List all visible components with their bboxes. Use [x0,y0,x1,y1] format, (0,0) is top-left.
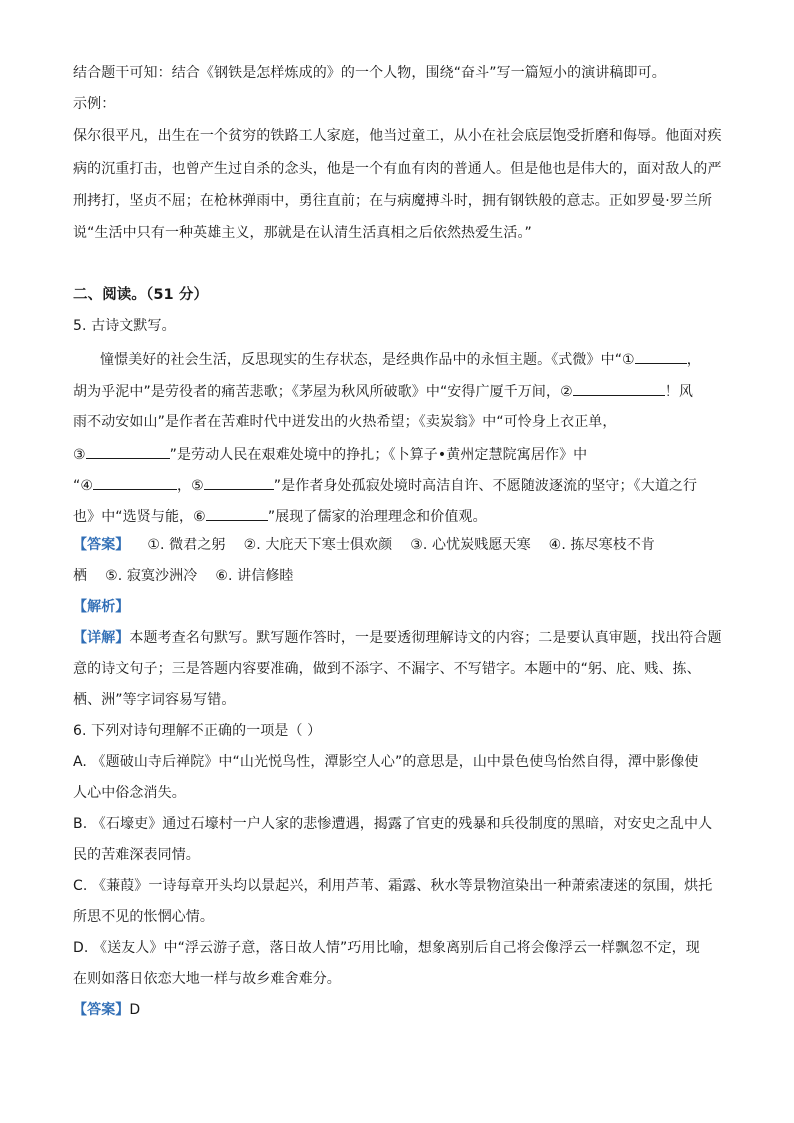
answer-item: ②. 大庇天下寒士俱欢颜 [243,537,393,553]
example-label: 示例： [73,96,116,112]
q5-passage-line: “④ ，⑤ ”是作者身处孤寂处境时高洁自许、不愿随波逐流的坚守；《大道之行 [73,474,728,496]
answer-label: 【答案】 [73,537,130,553]
q5-detail-line: 栖、洲”等字词容易写错。 [73,692,236,708]
q5-passage-line: ③ ”是劳动人民在艰难处境中的挣扎；《卜算子•黄州定慧院寓居作》中 [73,443,728,465]
question-5-title: 5. 古诗文默写。 [73,318,176,334]
q6-option-b-cont: 民的苦难深表同情。 [73,847,200,863]
q6-option-d: D. 《送友人》中“浮云游子意，落日故人情”巧用比喻，想象离别后自己将会像浮云一样飘忽不定，现 [73,940,700,956]
fill-blank-2 [573,380,665,396]
example-line: 保尔很平凡，出生在一个贫穷的铁路工人家庭，他当过童工，从小在社会底层饱受折磨和侮辱。他面对疾 [73,128,722,144]
q6-option-a-cont: 人心中俗念消失。 [73,785,186,801]
example-line: 说“生活中只有一种英雄主义，那就是在认清生活真相之后依然热爱生活。” [73,225,532,241]
q6-option-c: C. 《蒹葭》一诗每章开头均以景起兴，利用芦苇、霜露、秋水等景物渲染出一种萧索凄迷的氛围，烘托 [73,878,713,894]
answer-item: ⑤. 寂寞沙洲冷 [105,568,198,584]
q5-detail: 【详解】本题考查名句默写。默写题作答时，一是要透彻理解诗文的内容；二是要认真审题，找出符合题 [73,630,722,646]
fill-blank-3 [86,443,170,459]
fill-blank-5 [204,474,274,490]
section-title: 二、阅读。（51 分） [73,287,209,303]
answer-item: ③. 心忧炭贱愿天寒 [410,537,531,553]
q6-answer [73,1000,728,1020]
intro-guide: 结合题干可知：结合《钢铁是怎样炼成的》的一个人物，围绕“奋斗”写一篇短小的演讲稿即可。 [73,65,666,81]
example-line: 病的沉重打击，也曾产生过自杀的念头，他是一个有血有肉的普通人。但是他也是伟大的，面对敌人的严 [73,161,722,177]
q5-answer-cont [73,566,728,586]
answer-value: D [129,1002,141,1018]
question-6-title: 6. 下列对诗句理解不正确的一项是（ ） [73,723,322,739]
q6-option-b: B. 《石壕吏》通过石壕村一户人家的悲惨遭遇，揭露了官吏的残暴和兵役制度的黑暗，对安史之乱中人 [73,816,713,832]
analysis-label: 【解析】 [73,599,130,615]
fill-blank-1 [635,348,687,364]
answer-item: ①. 微君之躬 [147,537,226,553]
q5-passage-line: 胡为乎泥中”是劳役者的痛苦悲歌；《茅屋为秋风所破歌》中“安得广厦千万间，② ！风 [73,380,728,402]
fill-blank-4 [93,474,177,490]
q5-answer [73,535,728,555]
answer-item: ④. 拣尽寒枝不肯 [548,537,656,553]
answer-label: 【答案】 [73,1002,130,1018]
detail-label: 【详解】 [73,630,130,646]
answer-item: ⑥. 讲信修睦 [215,568,294,584]
q5-detail-line: 意的诗文句子；三是答题内容要准确，做到不添字、不漏字、不写错字。本题中的“躬、庇、贱、拣、 [73,661,701,677]
q5-passage-line: 憧憬美好的社会生活，反思现实的生存状态，是经典作品中的永恒主题。《式微》中“① ， [100,348,728,370]
fill-blank-6 [206,505,268,521]
q5-passage-line: 也》中“选贤与能，⑥ ”展现了儒家的治理理念和价值观。 [73,505,728,527]
answer-item: 栖 [73,568,88,584]
q6-option-d-cont: 在则如落日依恋大地一样与故乡难舍难分。 [73,971,341,987]
example-line: 刑拷打，坚贞不屈；在枪林弹雨中，勇往直前；在与病魔搏斗时，拥有钢铁般的意志。正如罗曼·罗兰所 [73,193,713,209]
q6-option-c-cont: 所思不见的怅惘心情。 [73,909,214,925]
q5-passage-line: 雨不动安如山”是作者在苦难时代中迸发出的火热希望；《卖炭翁》中“可怜身上衣正单， [73,414,617,430]
q6-option-a: A. 《题破山寺后禅院》中“山光悦鸟性，潭影空人心”的意思是，山中景色使鸟怡然自得，潭中影像使 [73,754,699,770]
